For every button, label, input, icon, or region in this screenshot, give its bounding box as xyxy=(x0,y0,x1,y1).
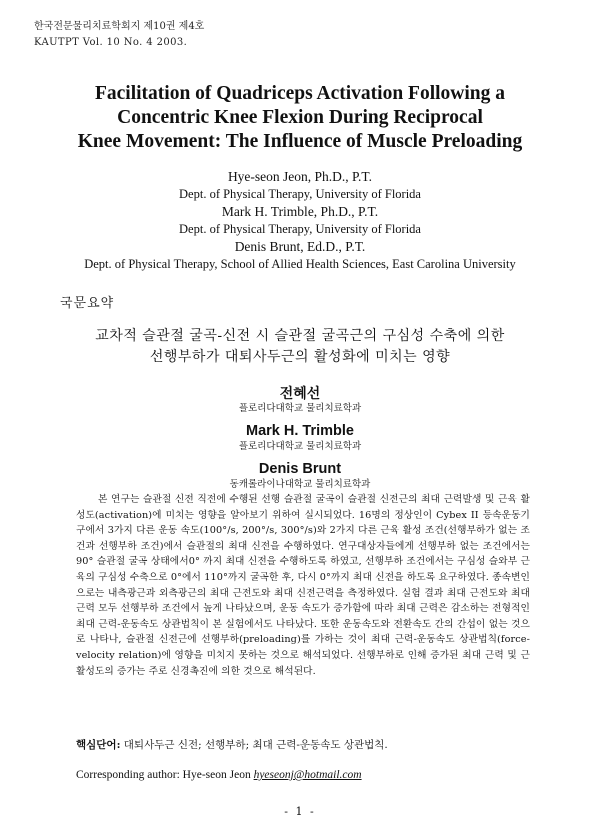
author-name: Mark H. Trimble, Ph.D., P.T. xyxy=(221,204,379,219)
title-line-3: Knee Movement: The Influence of Muscle Preloading xyxy=(77,131,523,152)
author-name: Hye-seon Jeon, Ph.D., P.T. xyxy=(227,169,373,184)
page-number: - 1 - xyxy=(284,805,316,818)
korean-author-name: Denis Brunt xyxy=(258,461,342,477)
korean-title xyxy=(30,326,570,368)
title-line-2: Concentric Knee Flexion During Reciprocal xyxy=(117,107,483,128)
author-affiliation: Dept. of Physical Therapy, School of Allied Health Sciences, East Carolina University xyxy=(84,257,516,271)
abstract-body: 본 연구는 슬관절 신전 직전에 수행된 선행 슬관절 굴곡이 슬관절 신전근의 최대 근력발생 및 근육 활성도(activation)에 미치는 영향을 알아보기 위하여 실시되었다. 16명의 정상인이 Cybex II 등속운동기구에서 3가지 다른 운동 속도(100°/s, 200°/s, 300°/s)와 2가지 다른 근육 활성 조건(선행부하가 없는 조건과 선행부하 조건)에서 슬관절의 최대 신전을 수행하였다. 연구대상자들에게 선행부하 없는 조건에서는 90° 슬관절 굴곡 상태에서0° 까지 최대 신전을 수행하도록 하였고, 선행부하 조건에서는 구심성 슬와부 근육의 구심성 수축으로 0°에서 110°까지 굴곡한 후, 다시 0°까지 최대 신전을 하도록 요구하였다. 종속변인으로는 내측광근과 외측광근의 최대 근전도와 최대 신전근력을 측정하였다. 실험 결과 최대 근전도와 최대 근력 모두 선행부하 조건에서 높게 나타났으며, 운동 속도가 증가함에 따라 최대 근력은 감소하는 전형적인 최대 근력-운동속도 상관법칙이 본 실험에서도 나타났다. 또한 운동속도와 전환속도 간의 간섭이 없는 것으로 나타나, 슬관절 신전근에 선행부하(preloading)를 가하는 것이 최대 근력-운동속도 상관법칙(force-velocity relation)에 영향을 미치지 못하는 것으로 해석되었다. 선행부하로 인해 증가된 최대 근력 및 근 활성도의 증가는 주로 신경촉진에 의한 것으로 해석된다. xyxy=(76,494,530,677)
korean-author-affiliation: 플로리다대학교 물리치료학과 xyxy=(238,441,362,452)
keywords-label: 핵심단어: xyxy=(76,739,121,751)
author-affiliation: Dept. of Physical Therapy, University of Florida xyxy=(179,222,421,236)
author-affiliation: Dept. of Physical Therapy, University of Florida xyxy=(179,187,421,201)
paper-title xyxy=(30,82,570,154)
korean-title-line-2: 선행부하가 대퇴사두근의 활성화에 미치는 영향 xyxy=(149,349,451,365)
keywords-text: 대퇴사두근 신전; 선행부하; 최대 근력-운동속도 상관법칙. xyxy=(120,739,388,751)
author-list xyxy=(20,168,580,273)
corresponding-prefix: Corresponding author: Hye-seon Jeon xyxy=(76,769,254,781)
korean-abstract-heading: 국문요약 xyxy=(60,296,115,311)
korean-title-line-1: 교차적 슬관절 굴곡-신전 시 슬관절 굴곡근의 구심성 수축에 의한 xyxy=(95,328,505,344)
journal-korean-name: 한국전문물리치료학회지 제10권 제4호 xyxy=(34,21,205,32)
korean-author-affiliation: 동캐롤라이나대학교 물리치료학과 xyxy=(229,479,371,490)
korean-author-affiliation: 플로리다대학교 물리치료학과 xyxy=(238,403,362,414)
korean-author-name: Mark H. Trimble xyxy=(246,423,354,439)
corresponding-author xyxy=(76,768,536,782)
korean-author-name: 전혜선 xyxy=(279,385,321,401)
title-line-1: Facilitation of Quadriceps Activation Following a xyxy=(94,83,506,104)
keywords xyxy=(76,738,536,752)
author-name: Denis Brunt, Ed.D., P.T. xyxy=(234,239,366,254)
korean-author-list xyxy=(100,384,500,498)
journal-volume-line: KAUTPT Vol. 10 No. 4 2003. xyxy=(34,37,188,48)
email-link[interactable]: hyeseonj@hotmail.com xyxy=(253,769,362,781)
